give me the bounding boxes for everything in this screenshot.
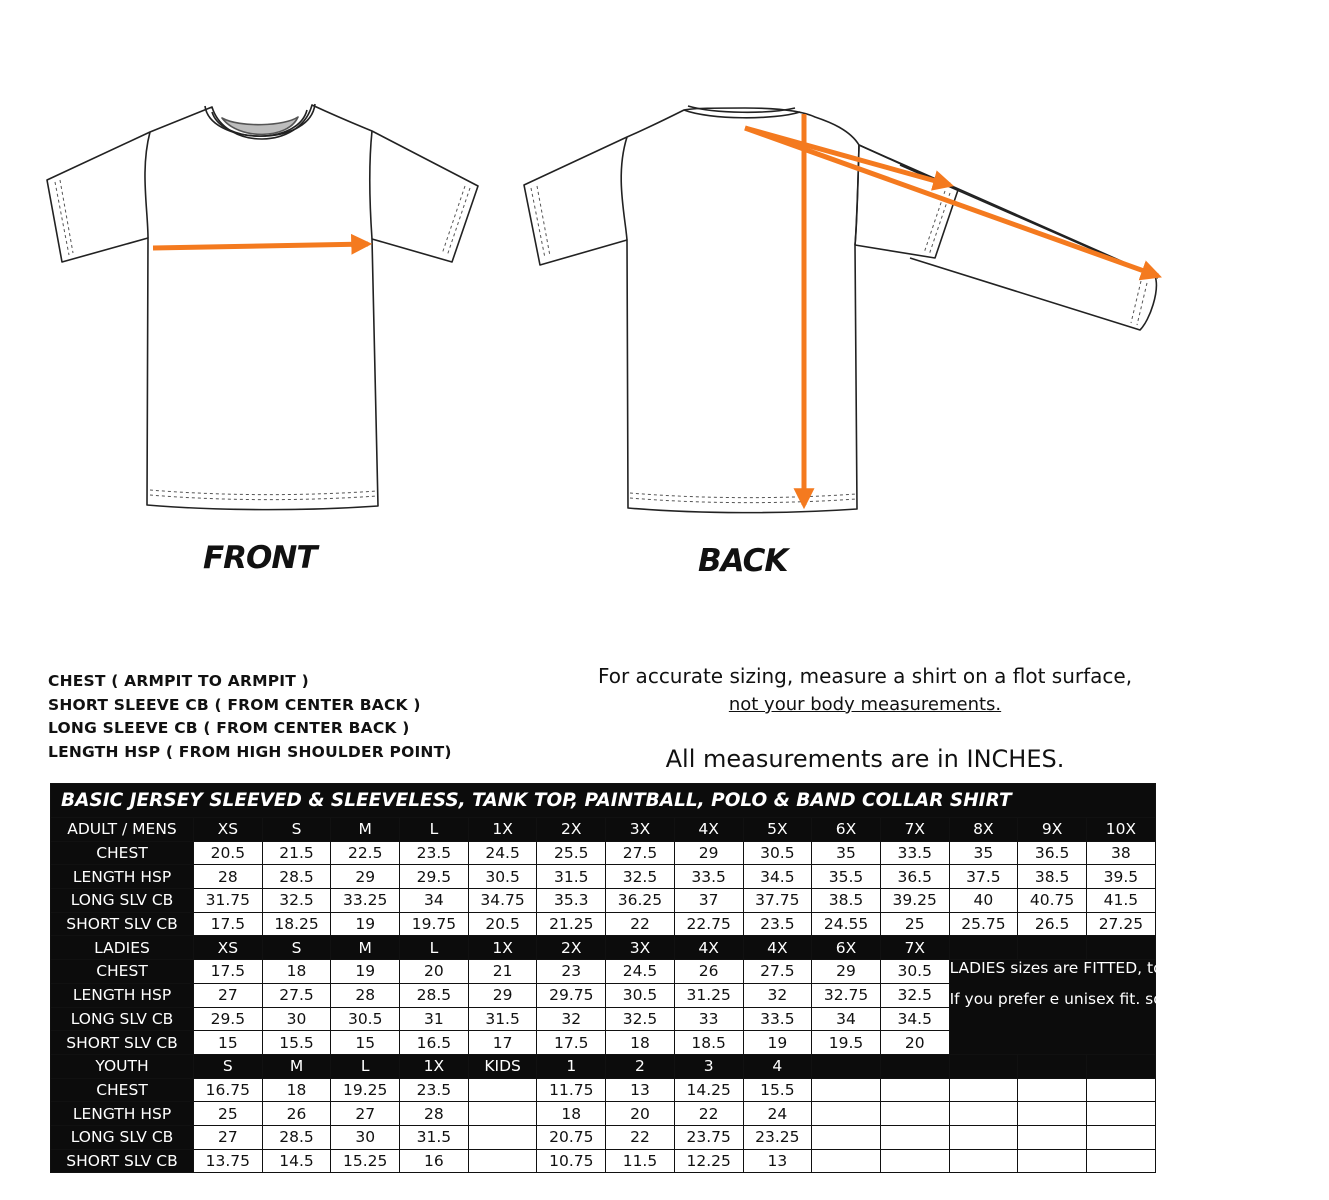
legend-item: SHORT SLEEVE CB ( FROM CENTER BACK ) xyxy=(48,695,421,714)
measurement-value: 33.5 xyxy=(743,1007,812,1031)
empty-header-cell xyxy=(1018,1054,1087,1078)
measurement-value: 19 xyxy=(743,1031,812,1055)
measurement-value: 27 xyxy=(194,1125,263,1149)
measurement-value: 27.5 xyxy=(262,983,331,1007)
measurement-value: 17.5 xyxy=(537,1031,606,1055)
size-row xyxy=(51,1149,1156,1173)
measurement-value: 27 xyxy=(331,1102,400,1126)
measurement-value: 30.5 xyxy=(468,865,537,889)
measurement-value: 13.75 xyxy=(194,1149,263,1173)
size-row xyxy=(51,889,1156,913)
measurement-value: 24 xyxy=(743,1102,812,1126)
measurement-value: 18.25 xyxy=(262,912,331,936)
size-row xyxy=(51,841,1156,865)
size-row xyxy=(51,865,1156,889)
measurement-value: 11.75 xyxy=(537,1078,606,1102)
size-header: 10X xyxy=(1086,818,1155,842)
measurement-value: 38.5 xyxy=(812,889,881,913)
measurement-value: 33.25 xyxy=(331,889,400,913)
measurement-value: 16.5 xyxy=(400,1031,469,1055)
measurement-value: 19 xyxy=(331,960,400,984)
measurement-value: 24.5 xyxy=(468,841,537,865)
size-header: 4X xyxy=(674,936,743,960)
size-header: 1X xyxy=(468,818,537,842)
measurement-value: 12.25 xyxy=(674,1149,743,1173)
empty-cell xyxy=(1018,1078,1087,1102)
measurement-value: 29.5 xyxy=(400,865,469,889)
measurement-label: LENGTH HSP xyxy=(51,983,194,1007)
legend-item: LONG SLEEVE CB ( FROM CENTER BACK ) xyxy=(48,719,410,737)
measurement-value: 23.75 xyxy=(674,1125,743,1149)
empty-cell xyxy=(812,1078,881,1102)
measurement-value: 39.5 xyxy=(1086,865,1155,889)
measurement-value: 37 xyxy=(674,889,743,913)
empty-cell xyxy=(880,1102,949,1126)
measurement-value: 11.5 xyxy=(606,1149,675,1173)
legend-item: LENGTH HSP ( FROM HIGH SHOULDER POINT) xyxy=(48,742,452,761)
measurement-value: 23.5 xyxy=(400,841,469,865)
measurement-label: LONG SLV CB xyxy=(51,889,194,913)
measurement-value: 31.5 xyxy=(537,865,606,889)
measurement-value: 25 xyxy=(880,912,949,936)
measurement-value: 31.5 xyxy=(468,1007,537,1031)
empty-cell xyxy=(1086,1102,1155,1126)
measurement-value: 10.75 xyxy=(537,1149,606,1173)
legend-item: CHEST ( ARMPIT TO ARMPIT ) xyxy=(48,672,309,690)
measurement-value xyxy=(468,1078,537,1102)
measurement-label: CHEST xyxy=(51,1078,194,1102)
measurement-value: 18 xyxy=(262,960,331,984)
measurement-value: 15 xyxy=(194,1031,263,1055)
measurement-value: 19.5 xyxy=(812,1031,881,1055)
size-header: 7X xyxy=(880,818,949,842)
measurement-value: 40.75 xyxy=(1018,889,1087,913)
measurement-value: 15.5 xyxy=(743,1078,812,1102)
section-header-label: ADULT / MENS xyxy=(51,818,194,842)
measurement-value: 35.3 xyxy=(537,889,606,913)
size-header: S xyxy=(194,1054,263,1078)
measurement-value: 31.25 xyxy=(674,983,743,1007)
measurement-value: 14.5 xyxy=(262,1149,331,1173)
empty-cell xyxy=(949,1102,1018,1126)
empty-header-cell xyxy=(1018,936,1087,960)
measurement-value: 26 xyxy=(674,960,743,984)
measurement-value: 21.5 xyxy=(262,841,331,865)
size-header: 2X xyxy=(537,936,606,960)
measurement-value: 22.5 xyxy=(331,841,400,865)
size-chart-table xyxy=(50,783,1329,1173)
measurement-value: 35 xyxy=(949,841,1018,865)
measurement-value: 34.75 xyxy=(468,889,537,913)
empty-cell xyxy=(1086,1125,1155,1149)
sizing-instruction-underlined: not your body measurements. xyxy=(728,694,1002,715)
size-header: 6X xyxy=(812,818,881,842)
measurement-label: LONG SLV CB xyxy=(51,1125,194,1149)
measurement-value: 38.5 xyxy=(1018,865,1087,889)
measurement-value: 28.5 xyxy=(262,865,331,889)
empty-cell xyxy=(949,1078,1018,1102)
measurement-value: 38 xyxy=(1086,841,1155,865)
measurement-value: 28.5 xyxy=(400,983,469,1007)
size-header: 2X xyxy=(537,818,606,842)
empty-header-cell xyxy=(1086,1054,1155,1078)
size-header: L xyxy=(331,1054,400,1078)
measurement-value: 19.25 xyxy=(331,1078,400,1102)
section-header-label: YOUTH xyxy=(51,1054,194,1078)
empty-cell xyxy=(812,1125,881,1149)
measurement-value xyxy=(468,1102,537,1126)
empty-header-cell xyxy=(1086,936,1155,960)
measurement-value: 34.5 xyxy=(880,1007,949,1031)
measurement-label: LENGTH HSP xyxy=(51,1102,194,1126)
measurement-value: 28 xyxy=(194,865,263,889)
size-row xyxy=(51,960,1156,984)
measurement-value: 30.5 xyxy=(606,983,675,1007)
measurement-value: 36.25 xyxy=(606,889,675,913)
size-header: 2 xyxy=(606,1054,675,1078)
measurement-value: 33.5 xyxy=(880,841,949,865)
measurement-value: 22 xyxy=(606,912,675,936)
measurement-value: 32.5 xyxy=(262,889,331,913)
measurement-value: 30.5 xyxy=(331,1007,400,1031)
size-header: KIDS xyxy=(468,1054,537,1078)
measurement-value: 21.25 xyxy=(537,912,606,936)
empty-header-cell xyxy=(812,1054,881,1078)
measurement-value: 13 xyxy=(606,1078,675,1102)
measurement-value: 20.75 xyxy=(537,1125,606,1149)
measurement-value: 29.75 xyxy=(537,983,606,1007)
measurement-value: 26 xyxy=(262,1102,331,1126)
measurement-value: 31 xyxy=(400,1007,469,1031)
measurement-value: 21 xyxy=(468,960,537,984)
empty-cell xyxy=(880,1125,949,1149)
measurement-value: 32.5 xyxy=(606,865,675,889)
measurement-value: 17.5 xyxy=(194,912,263,936)
measurement-value: 19.75 xyxy=(400,912,469,936)
measurement-value: 27.25 xyxy=(1086,912,1155,936)
empty-cell xyxy=(880,1078,949,1102)
measurement-value: 23 xyxy=(537,960,606,984)
measurement-value: 33.5 xyxy=(674,865,743,889)
ladies-fit-note xyxy=(949,959,1329,1055)
measurement-value: 18 xyxy=(537,1102,606,1126)
size-header: M xyxy=(262,1054,331,1078)
size-header: 7X xyxy=(880,936,949,960)
measurement-value: 25.75 xyxy=(949,912,1018,936)
measurement-label: CHEST xyxy=(51,960,194,984)
measurement-value: 39.25 xyxy=(880,889,949,913)
measurement-value: 17 xyxy=(468,1031,537,1055)
size-header: 1X xyxy=(468,936,537,960)
units-note: All measurements are in INCHES. xyxy=(665,745,1065,773)
table-title: BASIC JERSEY SLEEVED & SLEEVELESS, TANK TOP, PAINTBALL, POLO & BAND COLLAR SHIRT xyxy=(51,784,1156,818)
measurement-value: 18.5 xyxy=(674,1031,743,1055)
size-header: 4 xyxy=(743,1054,812,1078)
measurement-label: CHEST xyxy=(51,841,194,865)
size-header: 9X xyxy=(1018,818,1087,842)
measurement-value: 40 xyxy=(949,889,1018,913)
measurement-value: 37.5 xyxy=(949,865,1018,889)
measurement-value: 18 xyxy=(262,1078,331,1102)
measurement-value: 23.5 xyxy=(400,1078,469,1102)
measurement-value: 25.5 xyxy=(537,841,606,865)
size-row xyxy=(51,912,1156,936)
ladies-note-unisex: If you prefer e unisex fit. soisst trom odull sises. xyxy=(949,990,1322,1009)
measurement-value: 18 xyxy=(606,1031,675,1055)
measurement-value: 15 xyxy=(331,1031,400,1055)
measurement-value: 23.25 xyxy=(743,1125,812,1149)
empty-cell xyxy=(1018,1102,1087,1126)
measurement-value: 25 xyxy=(194,1102,263,1126)
measurement-value: 14.25 xyxy=(674,1078,743,1102)
measurement-value: 20 xyxy=(880,1031,949,1055)
front-shirt-drawing xyxy=(47,104,478,510)
size-header: M xyxy=(331,818,400,842)
measurement-value: 32 xyxy=(743,983,812,1007)
size-header: 3X xyxy=(606,936,675,960)
ladies-note-fitted: LADIES sizes are FITTED, topered ot ot the woist. xyxy=(949,959,1329,978)
size-header: 4X xyxy=(674,818,743,842)
measurement-value: 34 xyxy=(812,1007,881,1031)
measurement-value: 15.5 xyxy=(262,1031,331,1055)
size-header: 8X xyxy=(949,818,1018,842)
measurement-value: 24.55 xyxy=(812,912,881,936)
measurement-label: LENGTH HSP xyxy=(51,865,194,889)
measurement-label: SHORT SLV CB xyxy=(51,912,194,936)
back-label: BACK xyxy=(698,543,788,579)
size-header: 6X xyxy=(812,936,881,960)
measurement-value: 17.5 xyxy=(194,960,263,984)
measurement-value: 34.5 xyxy=(743,865,812,889)
measurement-value: 30.5 xyxy=(743,841,812,865)
measurement-value: 31.5 xyxy=(400,1125,469,1149)
size-header: L xyxy=(400,936,469,960)
measurement-value: 36.5 xyxy=(1018,841,1087,865)
empty-cell xyxy=(1018,1149,1087,1173)
size-header: XS xyxy=(194,818,263,842)
measurement-value: 32 xyxy=(537,1007,606,1031)
size-header: M xyxy=(331,936,400,960)
back-shirt-drawing xyxy=(524,106,1158,513)
measurement-value: 20.5 xyxy=(194,841,263,865)
empty-header-cell xyxy=(949,936,1018,960)
empty-cell xyxy=(1086,1078,1155,1102)
measurement-value: 26.5 xyxy=(1018,912,1087,936)
measurement-value: 20 xyxy=(400,960,469,984)
measurement-value: 30 xyxy=(262,1007,331,1031)
measurement-value: 20.5 xyxy=(468,912,537,936)
measurement-value: 30 xyxy=(331,1125,400,1149)
measurement-label: SHORT SLV CB xyxy=(51,1031,194,1055)
size-row xyxy=(51,1102,1156,1126)
empty-cell xyxy=(1086,1149,1155,1173)
measurement-value xyxy=(468,1125,537,1149)
shirt-illustration xyxy=(0,0,1200,640)
measurement-value: 13 xyxy=(743,1149,812,1173)
size-row xyxy=(51,1125,1156,1149)
size-header: L xyxy=(400,818,469,842)
size-header: XS xyxy=(194,936,263,960)
measurement-value: 30.5 xyxy=(880,960,949,984)
measurement-value: 31.75 xyxy=(194,889,263,913)
measurement-label: SHORT SLV CB xyxy=(51,1149,194,1173)
measurement-value: 27 xyxy=(194,983,263,1007)
size-header: 3 xyxy=(674,1054,743,1078)
measurement-value: 22 xyxy=(674,1102,743,1126)
measurement-value: 32.75 xyxy=(812,983,881,1007)
sizing-instruction: For accurate sizing, measure a shirt on a flot surface, xyxy=(597,664,1133,688)
measurement-value: 37.75 xyxy=(743,889,812,913)
measurement-value: 16 xyxy=(400,1149,469,1173)
measurement-value: 34 xyxy=(400,889,469,913)
measurement-value: 29 xyxy=(674,841,743,865)
size-header: S xyxy=(262,936,331,960)
measurement-value: 36.5 xyxy=(880,865,949,889)
measurement-value: 19 xyxy=(331,912,400,936)
measurement-value: 22 xyxy=(606,1125,675,1149)
empty-cell xyxy=(812,1102,881,1126)
measurement-value: 35.5 xyxy=(812,865,881,889)
size-header: S xyxy=(262,818,331,842)
measurement-value: 28 xyxy=(400,1102,469,1126)
front-label: FRONT xyxy=(203,540,317,576)
empty-cell xyxy=(1018,1125,1087,1149)
measurement-value: 15.25 xyxy=(331,1149,400,1173)
size-header: 4X xyxy=(743,936,812,960)
empty-cell xyxy=(949,1125,1018,1149)
empty-header-cell xyxy=(880,1054,949,1078)
measurement-value: 33 xyxy=(674,1007,743,1031)
measurement-value: 24.5 xyxy=(606,960,675,984)
measurement-value: 32.5 xyxy=(606,1007,675,1031)
measurement-legend xyxy=(48,670,452,764)
size-header: 3X xyxy=(606,818,675,842)
measurement-value xyxy=(468,1149,537,1173)
measurement-value: 28.5 xyxy=(262,1125,331,1149)
measurement-value: 29 xyxy=(468,983,537,1007)
size-header: 5X xyxy=(743,818,812,842)
measurement-label: LONG SLV CB xyxy=(51,1007,194,1031)
section-header-label: LADIES xyxy=(51,936,194,960)
measurement-value: 20 xyxy=(606,1102,675,1126)
empty-cell xyxy=(880,1149,949,1173)
size-header: 1X xyxy=(400,1054,469,1078)
measurement-value: 28 xyxy=(331,983,400,1007)
measurement-value: 29.5 xyxy=(194,1007,263,1031)
measurement-value: 27.5 xyxy=(743,960,812,984)
measurement-value: 29 xyxy=(812,960,881,984)
empty-header-cell xyxy=(949,1054,1018,1078)
measurement-value: 23.5 xyxy=(743,912,812,936)
measurement-value: 16.75 xyxy=(194,1078,263,1102)
empty-cell xyxy=(949,1149,1018,1173)
measurement-value: 27.5 xyxy=(606,841,675,865)
measurement-value: 41.5 xyxy=(1086,889,1155,913)
size-header: 1 xyxy=(537,1054,606,1078)
measurement-value: 35 xyxy=(812,841,881,865)
measurement-value: 32.5 xyxy=(880,983,949,1007)
empty-cell xyxy=(812,1149,881,1173)
measurement-value: 29 xyxy=(331,865,400,889)
measurement-value: 22.75 xyxy=(674,912,743,936)
size-row xyxy=(51,1078,1156,1102)
